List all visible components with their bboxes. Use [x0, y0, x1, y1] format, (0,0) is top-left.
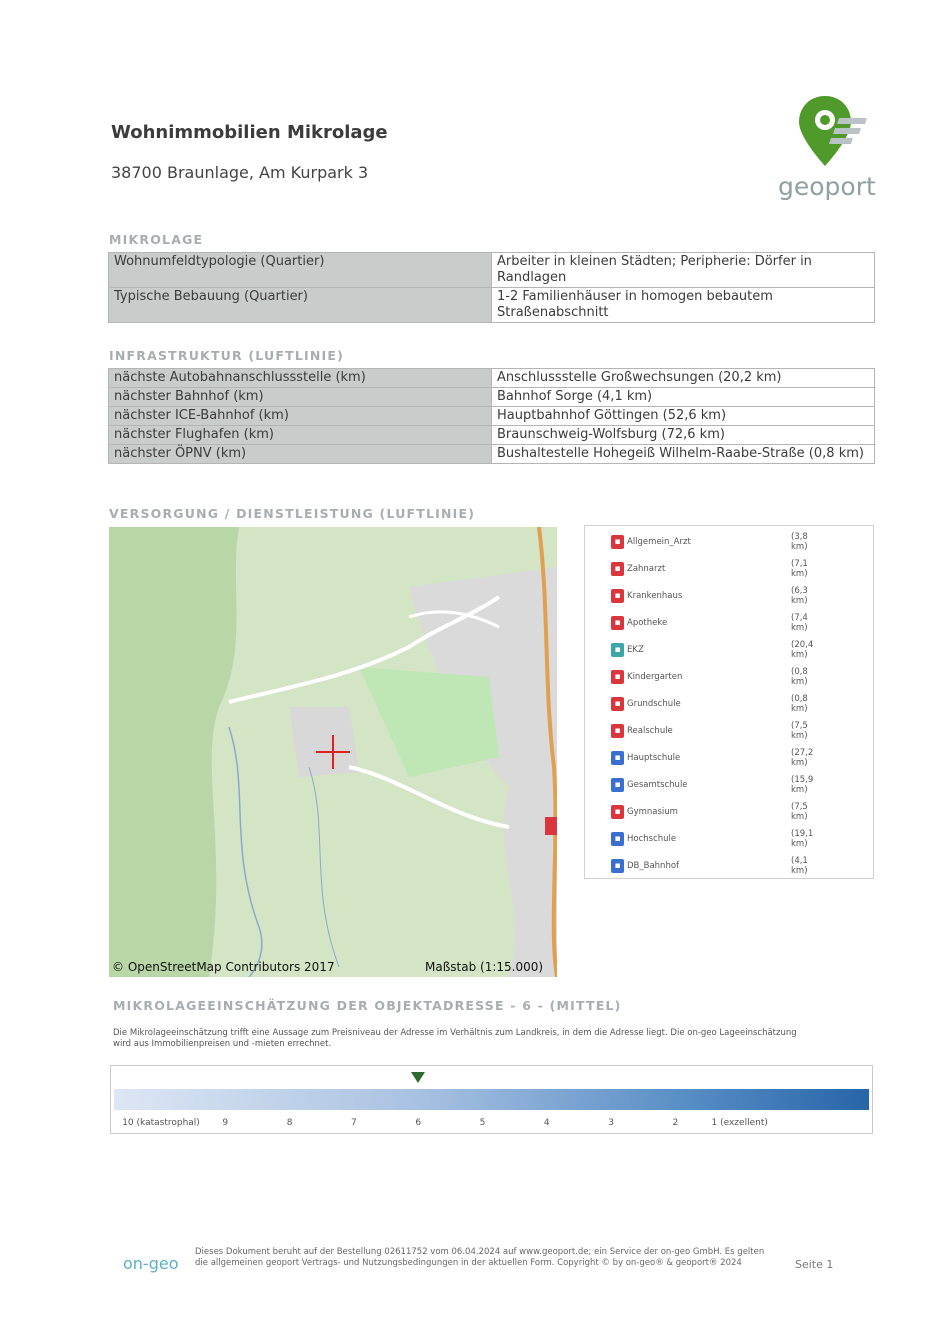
table-key: Wohnumfeldtypologie (Quartier)	[109, 253, 492, 288]
legend-distance: (0,8 km)	[791, 667, 808, 687]
scale-tick-label: 6	[415, 1118, 422, 1128]
table-value: Hauptbahnhof Göttingen (52,6 km)	[492, 407, 875, 426]
table-key: Typische Bebauung (Quartier)	[109, 288, 492, 323]
legend-label: Realschule	[627, 726, 673, 736]
legend-label: Kindergarten	[627, 672, 683, 682]
legend-distance: (19,1 km)	[791, 829, 814, 849]
legend-distance: (20,4 km)	[791, 640, 814, 660]
geoport-logo	[775, 92, 885, 210]
legend-label: Hochschule	[627, 834, 677, 844]
page-number: Seite 1	[795, 1258, 834, 1271]
arzt-icon: ▪	[611, 535, 624, 549]
realschule-icon: ▪	[611, 724, 624, 738]
legend-distance: (7,5 km)	[791, 721, 808, 741]
legend-label: Hauptschule	[627, 753, 681, 763]
scale-marker-icon	[411, 1072, 425, 1083]
map-credit: © OpenStreetMap Contributors 2017	[112, 960, 335, 974]
object-address: 38700 Braunlage, Am Kurpark 3	[111, 163, 369, 182]
scale-tick-label: 8	[286, 1118, 293, 1128]
scale-tick-label: 9	[222, 1118, 229, 1128]
legend-label: Zahnarzt	[627, 564, 666, 574]
table-value: 1-2 Familienhäuser in homogen bebautem Straßenabschnitt	[492, 288, 875, 323]
legend-label: Krankenhaus	[627, 591, 683, 601]
legend-distance: (4,1 km)	[791, 856, 808, 876]
table-value: Bushaltestelle Hohegeiß Wilhelm-Raabe-Straße (0,8 km)	[492, 445, 875, 464]
legend-item	[611, 640, 814, 660]
scale-tick-label: 5	[479, 1118, 486, 1128]
hauptschule-icon: ▪	[611, 751, 624, 765]
assessment-description: Die Mikrolageeinschätzung trifft eine Aussage zum Preisniveau der Adresse im Verhältnis zum Landkreis, in dem die Adresse liegt. Die on-geo Lageeinschätzung wird aus Immobilienpreisen und -mieten errechnet.	[113, 1028, 797, 1049]
legend-item	[611, 748, 814, 768]
table-row	[109, 445, 875, 464]
table-key: nächster Bahnhof (km)	[109, 388, 492, 407]
section-heading-infrastruktur: INFRASTRUKTUR (LUFTLINIE)	[109, 348, 345, 363]
legend-item	[611, 856, 808, 876]
legend-distance: (0,8 km)	[791, 694, 808, 714]
legend-label: Grundschule	[627, 699, 681, 709]
legend-item	[611, 532, 808, 552]
legend-label: Allgemein_Arzt	[627, 537, 691, 547]
scale-tick-label: 10 (katastrophal)	[122, 1118, 200, 1128]
poi-legend	[584, 525, 874, 879]
mikrolage-table	[108, 252, 875, 323]
legend-distance: (7,4 km)	[791, 613, 808, 633]
legend-distance: (3,8 km)	[791, 532, 808, 552]
table-key: nächster ÖPNV (km)	[109, 445, 492, 464]
table-key: nächster ICE-Bahnhof (km)	[109, 407, 492, 426]
legend-label: EKZ	[627, 645, 644, 655]
legend-item	[611, 667, 808, 687]
section-heading-assessment: MIKROLAGEEINSCHÄTZUNG DER OBJEKTADRESSE - 6 - (MITTEL)	[113, 998, 622, 1013]
footer-disclaimer: Dieses Dokument beruht auf der Bestellung 02611752 vom 06.04.2024 auf www.geoport.de; ein Service der on-geo GmbH. Es gelten die allgemeinen geoport Vertrags- und Nutzungsbedingungen in der aktuellen Form. Copyright © by on-geo® & geoport® 2024	[195, 1247, 765, 1268]
map-scale: Maßstab (1:15.000)	[425, 960, 544, 974]
krankenhaus-icon: ▪	[611, 589, 624, 603]
map[interactable]	[109, 527, 557, 977]
hochschule-icon: ▪	[611, 832, 624, 846]
infrastruktur-table	[108, 368, 875, 464]
legend-label: Apotheke	[627, 618, 668, 628]
table-key: nächster Flughafen (km)	[109, 426, 492, 445]
apotheke-icon: ▪	[611, 616, 624, 630]
scale-gradient-bar	[114, 1089, 869, 1110]
scale-tick-label: 7	[351, 1118, 357, 1128]
table-value: Arbeiter in kleinen Städten; Peripherie: Dörfer in Randlagen	[492, 253, 875, 288]
bahnhof-icon: ▪	[611, 859, 624, 873]
legend-label: Gymnasium	[627, 807, 678, 817]
table-row	[109, 407, 875, 426]
table-key: nächste Autobahnanschlussstelle (km)	[109, 369, 492, 388]
on-geo-logo: on-geo	[123, 1254, 179, 1273]
geoport-pin-icon	[775, 92, 885, 172]
geoport-logo-text: geoport	[778, 172, 876, 201]
kindergarten-icon: ▪	[611, 670, 624, 684]
table-value: Bahnhof Sorge (4,1 km)	[492, 388, 875, 407]
page-title: Wohnimmobilien Mikrolage	[111, 122, 388, 143]
table-row	[109, 369, 875, 388]
legend-label: DB_Bahnhof	[627, 861, 680, 871]
legend-item	[611, 694, 808, 714]
assessment-scale	[110, 1065, 873, 1134]
section-heading-mikrolage: MIKROLAGE	[109, 232, 204, 247]
zahnarzt-icon: ▪	[611, 562, 624, 576]
table-row	[109, 253, 875, 288]
legend-item	[611, 775, 814, 795]
legend-distance: (27,2 km)	[791, 748, 814, 768]
table-value: Braunschweig-Wolfsburg (72,6 km)	[492, 426, 875, 445]
table-value: Anschlussstelle Großwechsungen (20,2 km)	[492, 369, 875, 388]
table-row	[109, 388, 875, 407]
grundschule-icon: ▪	[611, 697, 624, 711]
scale-tick-label: 3	[608, 1118, 614, 1128]
section-heading-versorgung: VERSORGUNG / DIENSTLEISTUNG (LUFTLINIE)	[109, 506, 476, 521]
scale-tick-label: 2	[672, 1118, 679, 1128]
legend-distance: (15,9 km)	[791, 775, 814, 795]
legend-item	[611, 829, 814, 849]
scale-tick-label: 4	[543, 1118, 550, 1128]
gymnasium-icon: ▪	[611, 805, 624, 819]
gesamtschule-icon: ▪	[611, 778, 624, 792]
table-row	[109, 288, 875, 323]
legend-item	[611, 613, 808, 633]
legend-item	[611, 721, 808, 741]
legend-distance: (7,5 km)	[791, 802, 808, 822]
legend-item	[611, 559, 808, 579]
ekz-icon: ▪	[611, 643, 624, 657]
table-row	[109, 426, 875, 445]
legend-item	[611, 802, 808, 822]
map-image	[109, 527, 557, 977]
legend-item	[611, 586, 808, 606]
scale-tick-label: 1 (exzellent)	[711, 1118, 768, 1128]
legend-distance: (7,1 km)	[791, 559, 808, 579]
legend-distance: (6,3 km)	[791, 586, 808, 606]
legend-label: Gesamtschule	[627, 780, 688, 790]
